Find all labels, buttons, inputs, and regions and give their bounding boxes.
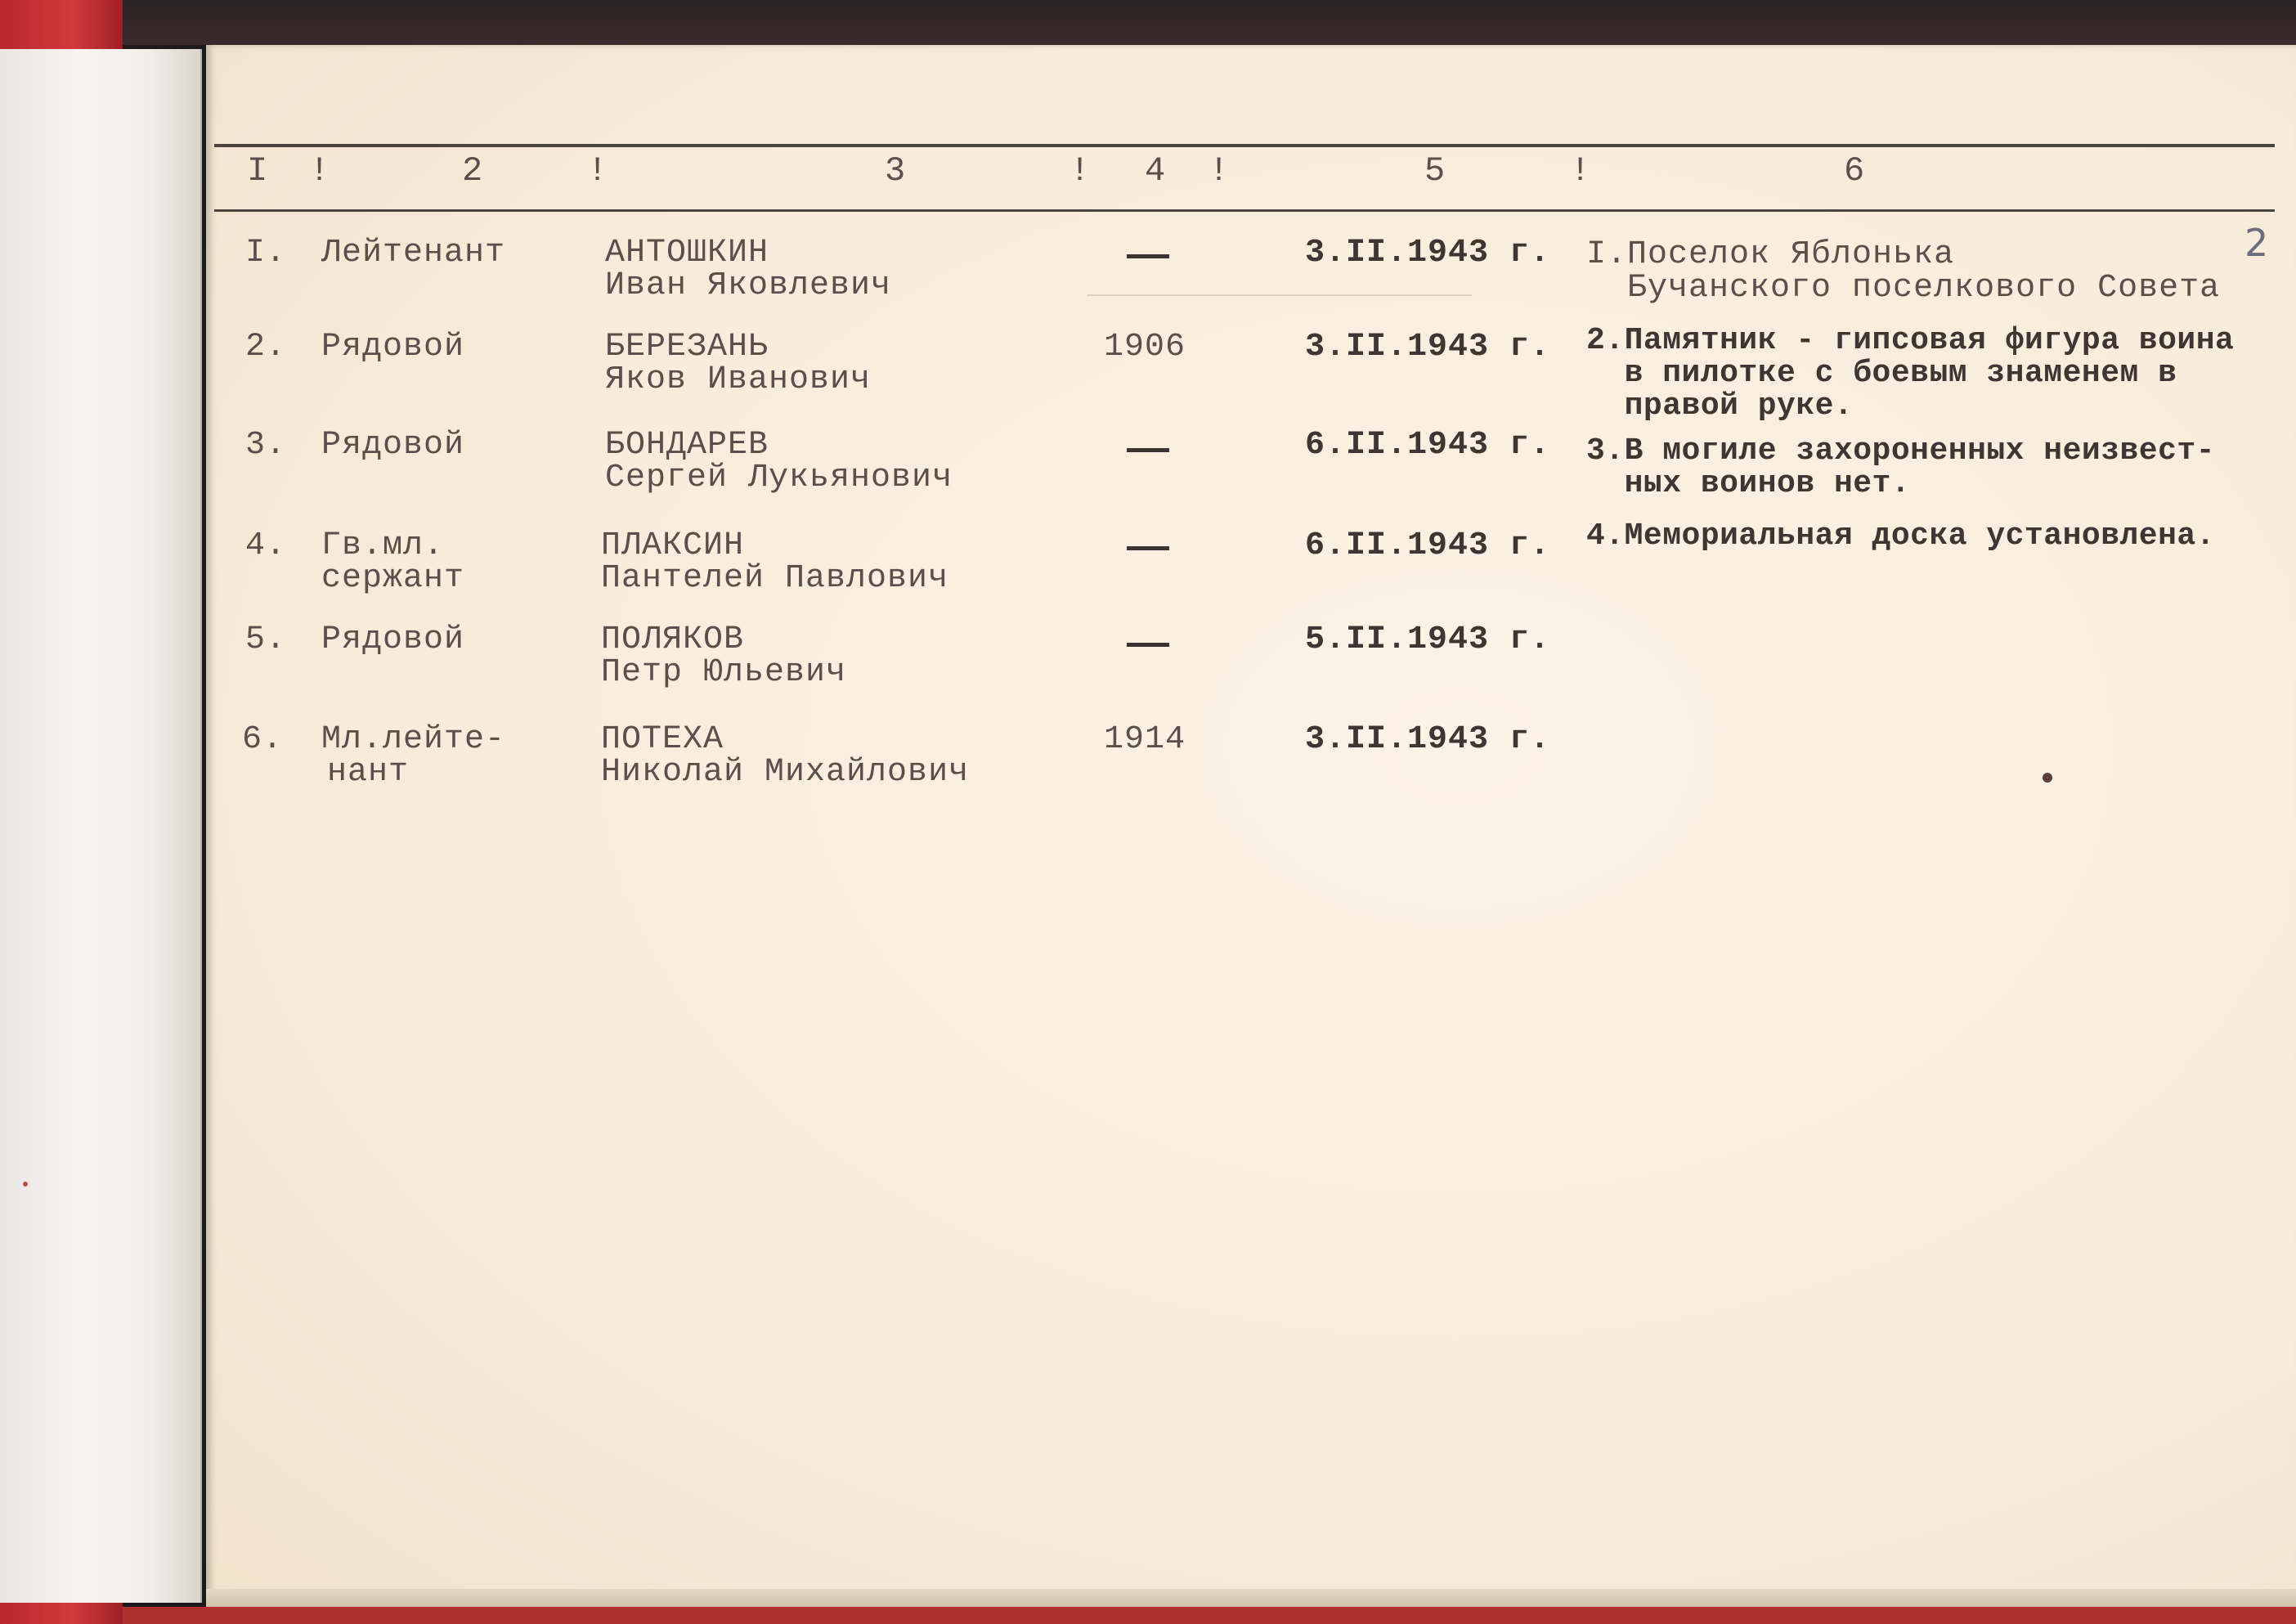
given-names: Иван Яковлевич [605, 267, 892, 304]
note-2-line-2: в пилотке с боевым знаменем в [1586, 356, 2177, 391]
header-separator: ! [309, 151, 330, 191]
header-separator: ! [587, 151, 608, 191]
note-3-line-1: 3.В могиле захороненных неизвест- [1586, 433, 2216, 469]
note-1-line-1: I.Поселок Яблонька [1586, 236, 1955, 273]
note-1-line-2: Бучанского поселкового Совета [1586, 270, 2221, 307]
faint-underline [1087, 294, 1472, 296]
row-number: 5. [245, 621, 287, 658]
rank-continued: сержант [321, 560, 465, 597]
note-2-line-3: правой руке. [1586, 388, 1854, 424]
binder-top [0, 0, 2296, 45]
header-col-5: 5 [1424, 151, 1446, 191]
header-bottom-rule [214, 209, 2275, 212]
rank: Лейтенант [321, 235, 506, 271]
header-col-3: 3 [885, 151, 906, 191]
note-3-line-2: ных воинов нет. [1586, 466, 1911, 501]
surname: БОНДАРЕВ [605, 427, 769, 464]
header-col-2: 2 [462, 151, 483, 191]
left-page-edge [0, 49, 202, 1603]
row-number: 6. [242, 721, 284, 758]
header-col-6: 6 [1844, 151, 1865, 191]
surname: БЕРЕЗАНЬ [605, 329, 769, 366]
burial-date: 3.II.1943 г. [1305, 235, 1551, 271]
given-names: Николай Михайлович [601, 754, 970, 791]
note-4-line-1: 4.Мемориальная доска установлена. [1586, 518, 2216, 554]
no-year-dash [1127, 254, 1169, 258]
header-col-1: I [247, 151, 268, 191]
burial-date: 5.II.1943 г. [1305, 621, 1551, 658]
ink-speck [23, 1182, 28, 1187]
rank-continued: нант [327, 754, 410, 791]
birth-year: 1906 [1104, 329, 1186, 366]
surname: ПЛАКСИН [601, 527, 745, 564]
given-names: Яков Иванович [605, 361, 872, 398]
birth-year: 1914 [1104, 721, 1186, 758]
given-names: Пантелей Павлович [601, 560, 949, 597]
header-separator: ! [1570, 151, 1591, 191]
no-year-dash [1127, 448, 1169, 452]
rank: Рядовой [321, 427, 465, 464]
handwritten-page-number: 2 [2244, 221, 2269, 265]
ink-speck [2043, 773, 2052, 783]
rank: Мл.лейте- [321, 721, 506, 758]
burial-date: 6.II.1943 г. [1305, 427, 1551, 464]
given-names: Петр Юльевич [601, 654, 847, 691]
no-year-dash [1127, 643, 1169, 647]
row-number: 4. [245, 527, 287, 564]
burial-date: 6.II.1943 г. [1305, 527, 1551, 564]
surname: ПОЛЯКОВ [601, 621, 745, 658]
rank: Рядовой [321, 329, 465, 366]
burial-date: 3.II.1943 г. [1305, 329, 1551, 366]
given-names: Сергей Лукьянович [605, 460, 953, 496]
row-number: 2. [245, 329, 287, 366]
header-separator: ! [1070, 151, 1091, 191]
no-year-dash [1127, 546, 1169, 550]
row-number: 3. [245, 427, 287, 464]
row-number: I. [245, 235, 287, 271]
burial-date: 3.II.1943 г. [1305, 721, 1551, 758]
note-2-line-1: 2.Памятник - гипсовая фигура воина [1586, 323, 2235, 358]
surname: ПОТЕХА [601, 721, 724, 758]
rank: Гв.мл. [321, 527, 445, 564]
header-separator: ! [1209, 151, 1230, 191]
binder-bottom [123, 1607, 2296, 1624]
rank: Рядовой [321, 621, 465, 658]
header-col-4: 4 [1145, 151, 1166, 191]
surname: АНТОШКИН [605, 235, 769, 271]
header-top-rule [214, 144, 2275, 147]
